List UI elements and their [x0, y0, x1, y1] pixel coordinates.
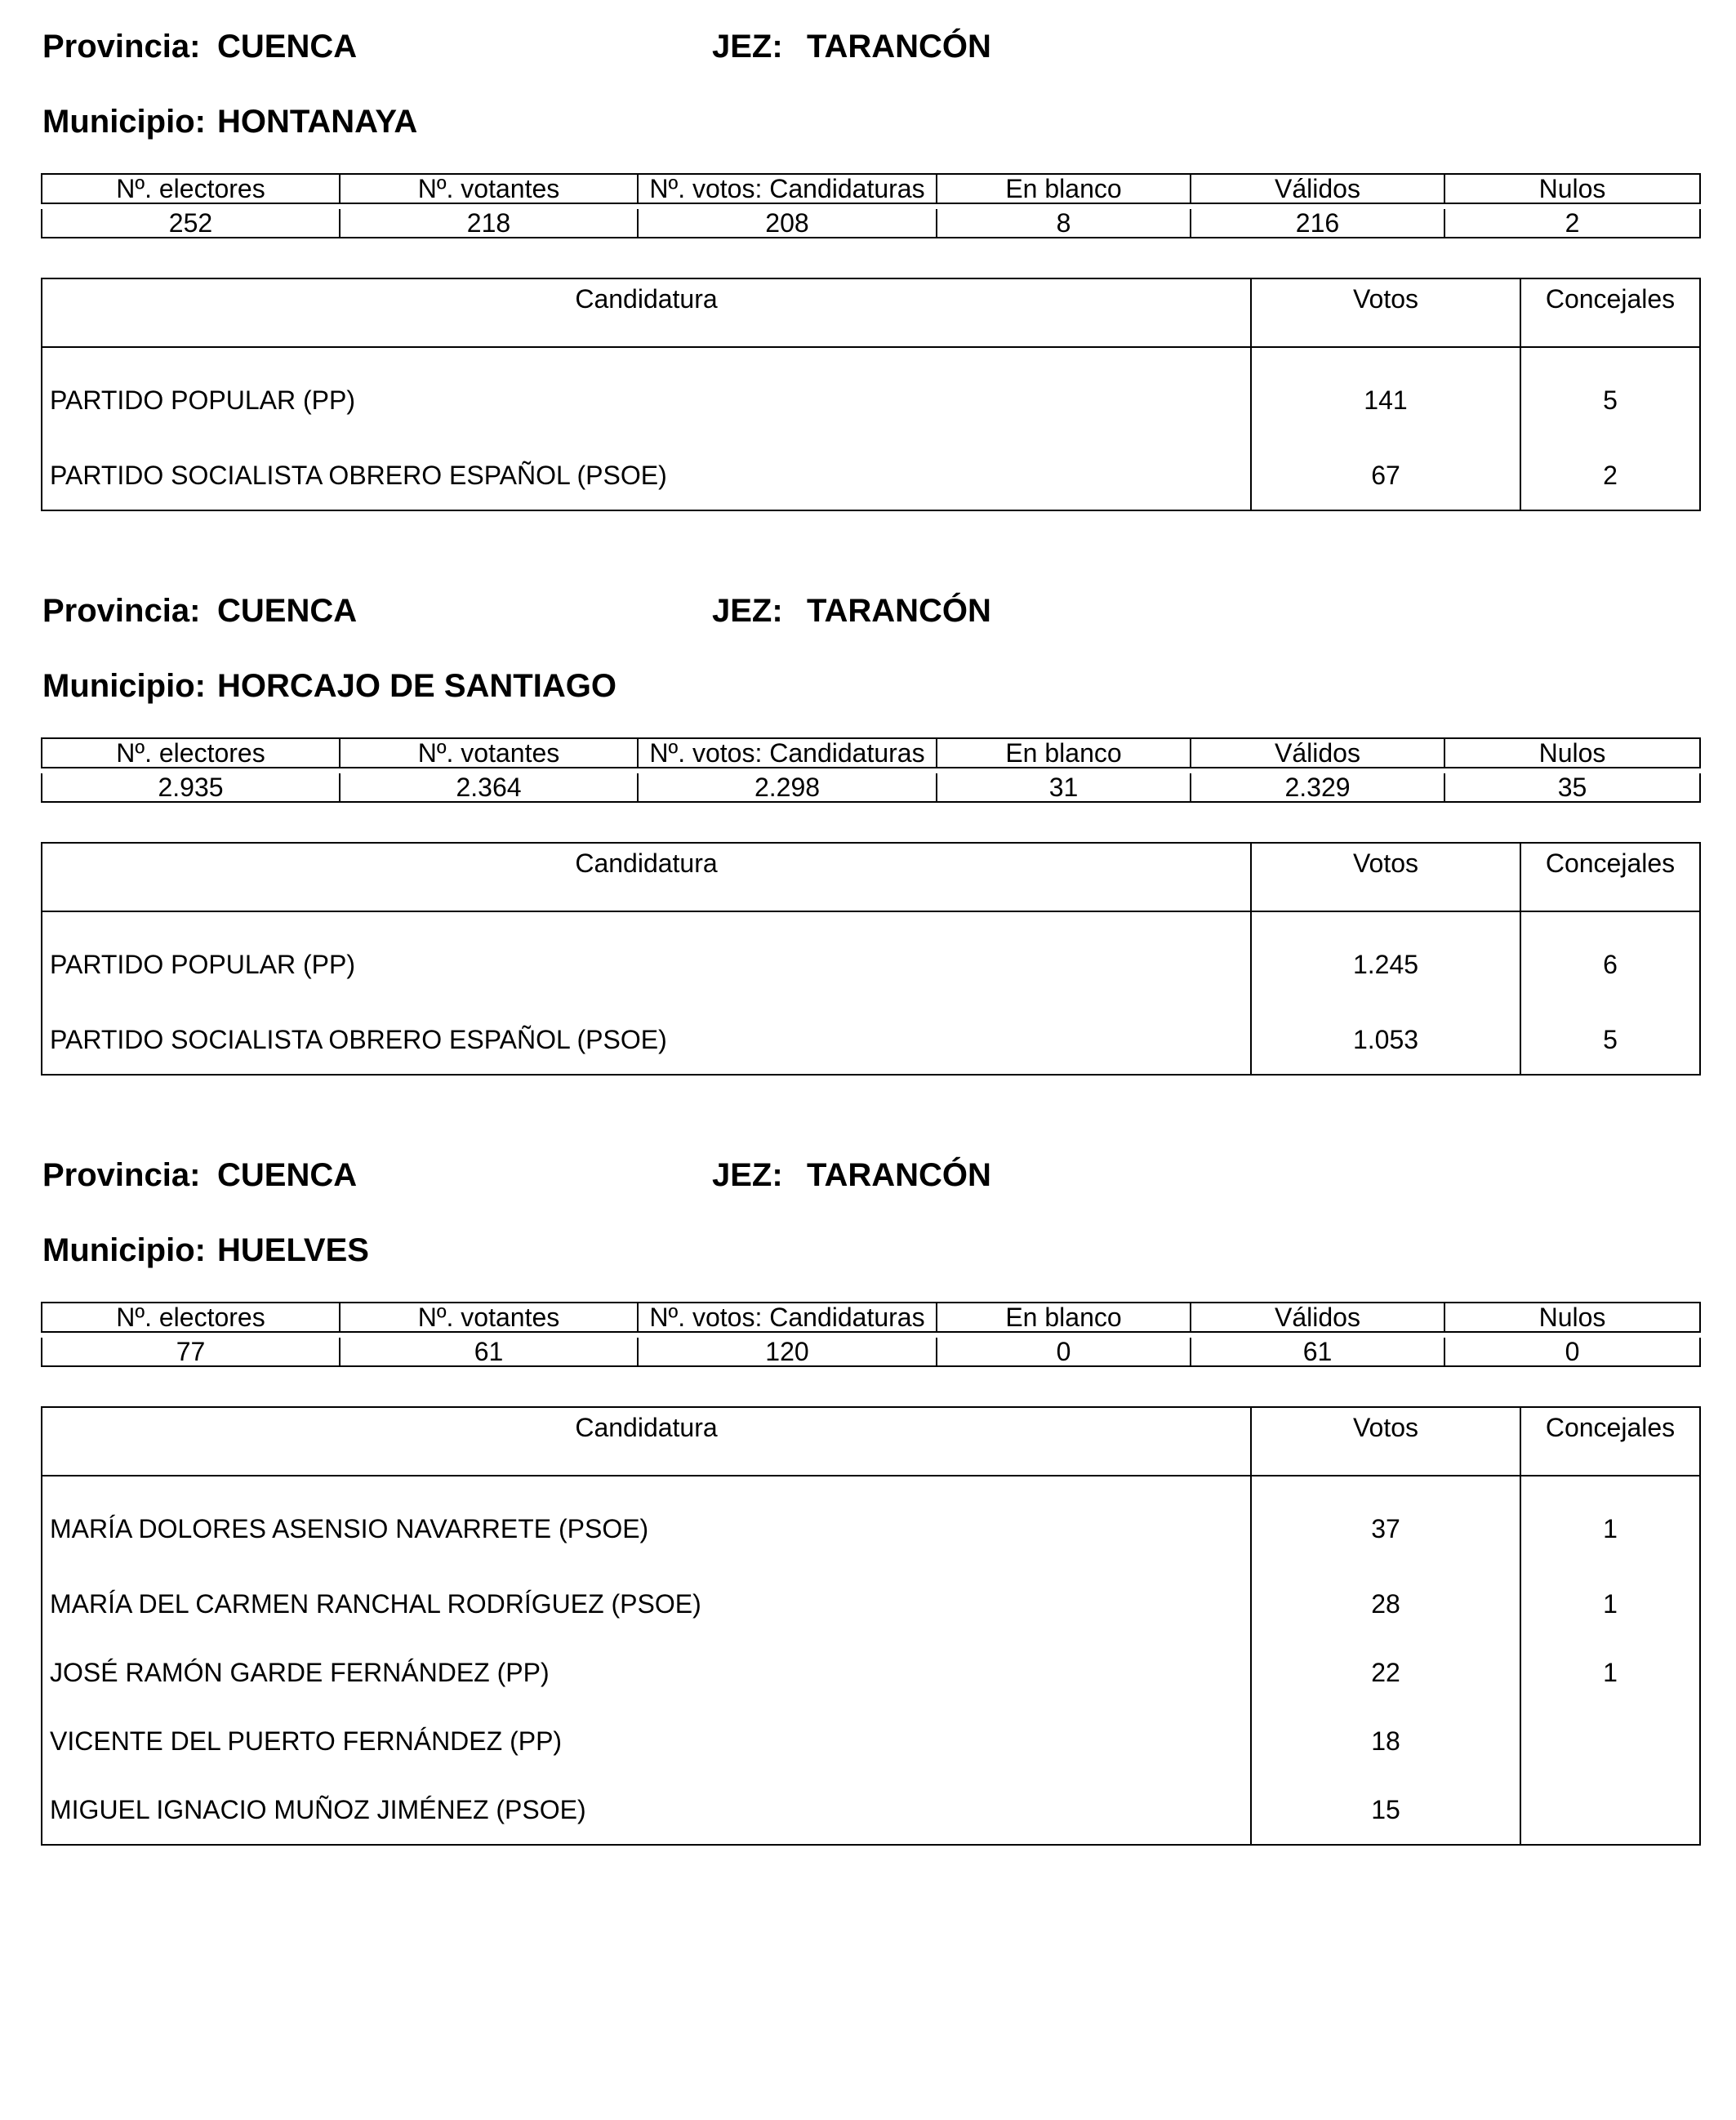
jez-label: JEZ:	[712, 1157, 783, 1193]
summary-value-cell: 77	[42, 1338, 340, 1366]
summary-value-row	[42, 1338, 1700, 1366]
votos-value: 141	[1251, 347, 1520, 441]
candidatura-header-row	[42, 278, 1700, 347]
concejales-value: 1	[1520, 1476, 1700, 1570]
summary-value-cell: 2.935	[42, 773, 340, 802]
table-row	[42, 441, 1700, 510]
municipio-block	[41, 0, 1699, 490]
summary-value-cell: 35	[1444, 773, 1700, 802]
concejales-header: Concejales	[1520, 843, 1700, 911]
votos-header: Votos	[1251, 1407, 1520, 1476]
summary-value-cell: 31	[937, 773, 1191, 802]
table-row	[42, 911, 1700, 1005]
municipio-value: HONTANAYA	[217, 104, 418, 140]
concejales-value: 2	[1520, 441, 1700, 510]
candidatura-name: MARÍA DEL CARMEN RANCHAL RODRÍGUEZ (PSOE)	[42, 1570, 1251, 1638]
candidatura-header: Candidatura	[42, 1407, 1251, 1476]
votos-header: Votos	[1251, 278, 1520, 347]
summary-header-cell: Válidos	[1191, 1303, 1444, 1332]
candidatura-table	[41, 1406, 1701, 1846]
candidatura-header-row	[42, 1407, 1700, 1476]
concejales-value: 1	[1520, 1638, 1700, 1707]
candidatura-name: JOSÉ RAMÓN GARDE FERNÁNDEZ (PP)	[42, 1638, 1251, 1707]
concejales-value: 5	[1520, 1005, 1700, 1075]
summary-value-cell: 61	[1191, 1338, 1444, 1366]
summary-value-cell: 61	[340, 1338, 638, 1366]
municipio-label: Municipio:	[42, 1232, 206, 1268]
concejales-value: 6	[1520, 911, 1700, 1005]
summary-header-cell: Nº. votos: Candidaturas	[638, 738, 937, 768]
summary-value-cell: 8	[937, 209, 1191, 238]
table-row	[42, 1476, 1700, 1570]
votos-value: 28	[1251, 1570, 1520, 1638]
summary-header-row	[42, 174, 1700, 203]
municipio-label: Municipio:	[42, 668, 206, 704]
votos-value: 18	[1251, 1707, 1520, 1775]
table-row	[42, 1707, 1700, 1775]
summary-header-cell: Nulos	[1444, 738, 1700, 768]
summary-value-cell: 218	[340, 209, 638, 238]
summary-header-cell: Nº. votantes	[340, 738, 638, 768]
summary-header-cell: Nº. electores	[42, 738, 340, 768]
jez-label: JEZ:	[712, 29, 783, 65]
concejales-value: 5	[1520, 347, 1700, 441]
candidatura-name: PARTIDO SOCIALISTA OBRERO ESPAÑOL (PSOE)	[42, 441, 1251, 510]
summary-value-cell: 252	[42, 209, 340, 238]
summary-header-cell: En blanco	[937, 738, 1191, 768]
table-row	[42, 347, 1700, 441]
summary-header-cell: Nº. electores	[42, 1303, 340, 1332]
municipio-label: Municipio:	[42, 104, 206, 140]
candidatura-name: VICENTE DEL PUERTO FERNÁNDEZ (PP)	[42, 1707, 1251, 1775]
summary-header-row	[42, 1303, 1700, 1332]
provincia-label: Provincia:	[42, 1157, 201, 1193]
provincia-label: Provincia:	[42, 593, 201, 629]
summary-header-cell: Válidos	[1191, 738, 1444, 768]
summary-table	[41, 173, 1701, 238]
candidatura-name: MARÍA DOLORES ASENSIO NAVARRETE (PSOE)	[42, 1476, 1251, 1570]
summary-value-cell: 216	[1191, 209, 1444, 238]
summary-header-cell: Nº. electores	[42, 174, 340, 203]
summary-value-cell: 2.329	[1191, 773, 1444, 802]
provincia-value: CUENCA	[217, 1157, 358, 1193]
candidatura-header: Candidatura	[42, 843, 1251, 911]
votos-value: 67	[1251, 441, 1520, 510]
candidatura-name: PARTIDO SOCIALISTA OBRERO ESPAÑOL (PSOE)	[42, 1005, 1251, 1075]
summary-value-cell: 120	[638, 1338, 937, 1366]
votos-value: 1.245	[1251, 911, 1520, 1005]
concejales-value	[1520, 1707, 1700, 1775]
jez-value: TARANCÓN	[807, 1157, 991, 1193]
provincia-value: CUENCA	[217, 593, 358, 629]
summary-value-row	[42, 773, 1700, 802]
candidatura-name: MIGUEL IGNACIO MUÑOZ JIMÉNEZ (PSOE)	[42, 1775, 1251, 1845]
summary-value-cell: 2.364	[340, 773, 638, 802]
candidatura-name: PARTIDO POPULAR (PP)	[42, 347, 1251, 441]
candidatura-table	[41, 278, 1701, 511]
municipio-block	[41, 1129, 1699, 1824]
summary-header-cell: En blanco	[937, 1303, 1191, 1332]
summary-header-cell: Nulos	[1444, 1303, 1700, 1332]
summary-header-cell: En blanco	[937, 174, 1191, 203]
table-row	[42, 1570, 1700, 1638]
candidatura-header-row	[42, 843, 1700, 911]
block-header	[41, 564, 1699, 756]
concejales-value	[1520, 1775, 1700, 1845]
summary-value-row	[42, 209, 1700, 238]
block-header	[41, 0, 1699, 192]
municipio-block	[41, 564, 1699, 1054]
summary-table	[41, 1302, 1701, 1367]
summary-header-cell: Nº. votos: Candidaturas	[638, 174, 937, 203]
summary-value-cell: 208	[638, 209, 937, 238]
votos-value: 22	[1251, 1638, 1520, 1707]
concejales-header: Concejales	[1520, 278, 1700, 347]
candidatura-table	[41, 842, 1701, 1076]
municipio-value: HUELVES	[217, 1232, 369, 1268]
candidatura-name: PARTIDO POPULAR (PP)	[42, 911, 1251, 1005]
summary-table	[41, 737, 1701, 803]
summary-header-row	[42, 738, 1700, 768]
summary-value-cell: 0	[1444, 1338, 1700, 1366]
votos-header: Votos	[1251, 843, 1520, 911]
provincia-label: Provincia:	[42, 29, 201, 65]
jez-value: TARANCÓN	[807, 29, 991, 65]
table-row	[42, 1005, 1700, 1075]
summary-value-cell: 0	[937, 1338, 1191, 1366]
concejales-header: Concejales	[1520, 1407, 1700, 1476]
jez-value: TARANCÓN	[807, 593, 991, 629]
concejales-value: 1	[1520, 1570, 1700, 1638]
votos-value: 15	[1251, 1775, 1520, 1845]
summary-value-cell: 2	[1444, 209, 1700, 238]
table-row	[42, 1638, 1700, 1707]
summary-value-cell: 2.298	[638, 773, 937, 802]
block-header	[41, 1129, 1699, 1321]
table-row	[42, 1775, 1700, 1845]
votos-value: 1.053	[1251, 1005, 1520, 1075]
summary-header-cell: Nº. votantes	[340, 1303, 638, 1332]
municipio-value: HORCAJO DE SANTIAGO	[217, 668, 617, 704]
provincia-value: CUENCA	[217, 29, 358, 65]
summary-header-cell: Nº. votantes	[340, 174, 638, 203]
summary-header-cell: Nulos	[1444, 174, 1700, 203]
summary-header-cell: Nº. votos: Candidaturas	[638, 1303, 937, 1332]
votos-value: 37	[1251, 1476, 1520, 1570]
summary-header-cell: Válidos	[1191, 174, 1444, 203]
candidatura-header: Candidatura	[42, 278, 1251, 347]
jez-label: JEZ:	[712, 593, 783, 629]
